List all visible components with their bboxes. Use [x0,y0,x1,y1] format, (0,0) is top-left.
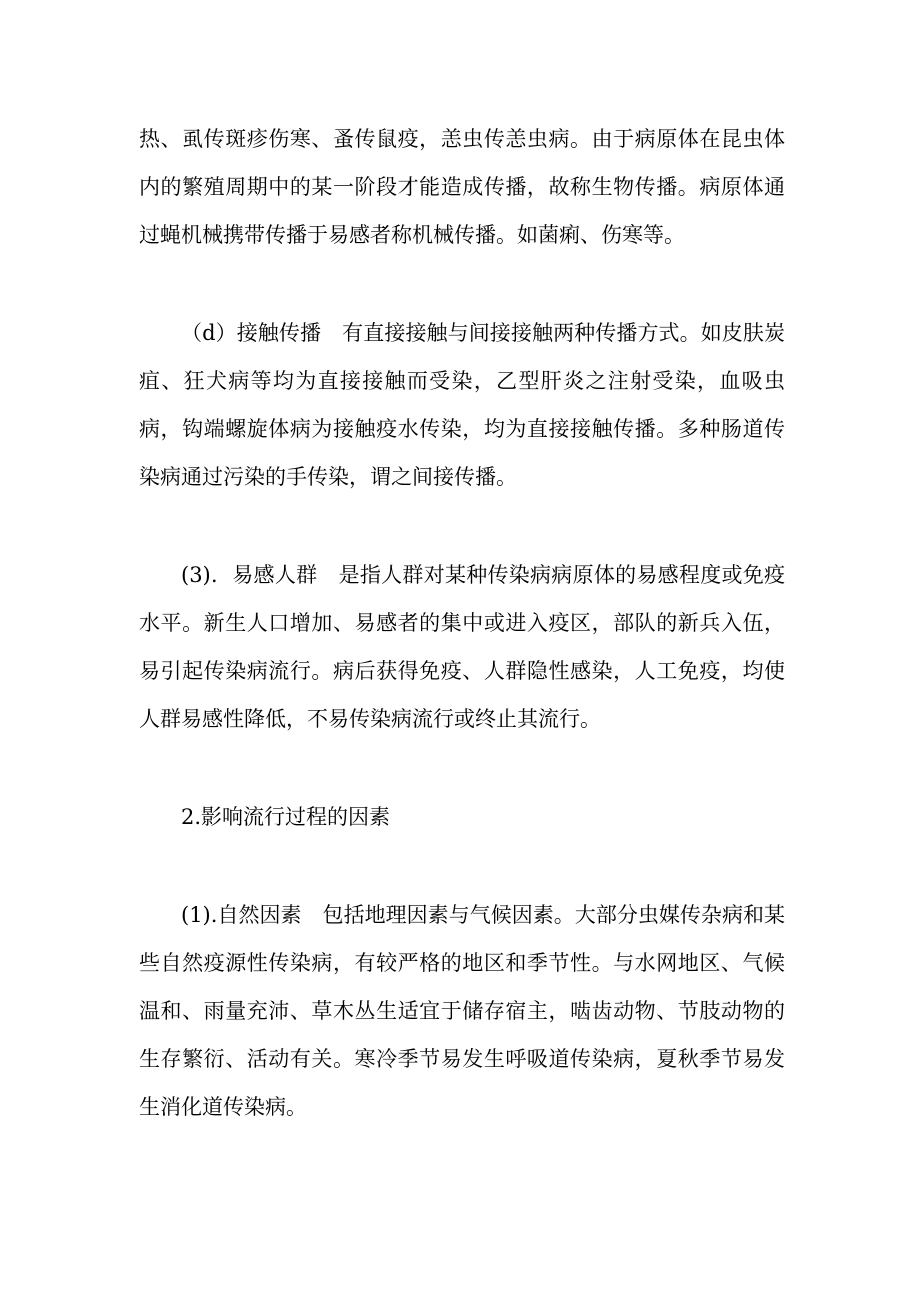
section-heading-influencing-factors: 2.影响流行过程的因素 [181,805,391,829]
paragraph-biological-transmission: 热、虱传斑疹伤寒、蚤传鼠疫，恙虫传恙虫病。由于病原体在昆虫体内的繁殖周期中的某一阶段才能造成传播，故称生物传播。病原体通过蝇机械携带传播于易感者称机械传播。如菌痢、伤寒等。 [139,127,785,247]
paragraph-gap [139,259,785,309]
paragraph-gap [139,501,785,551]
paragraph-gap [139,743,785,793]
paragraph-gap [139,841,785,891]
paragraph-natural-factors: (1).自然因素 包括地理因素与气候因素。大部分虫媒传杂病和某些自然疫源性传染病，有较严格的地区和季节性。与水网地区、气候温和、雨量充沛、草木丛生适宜于储存宿主，啮齿动物、节肢动物的生存繁衍、活动有关。寒冷季节易发生呼吸道传染病，夏秋季节易发生消化道传染病。 [139,903,785,1119]
paragraph-susceptible-population: (3)．易感人群 是指人群对某种传染病病原体的易感程度或免疫水平。新生人口增加、易感者的集中或进入疫区，部队的新兵入伍，易引起传染病流行。病后获得免疫、人群隐性感染，人工免疫，均使人群易感性降低，不易传染病流行或终止其流行。 [139,563,785,731]
document-body [139,115,785,1131]
paragraph-contact-transmission: （d）接触传播 有直接接触与间接接触两种传播方式。如皮肤炭疽、狂犬病等均为直接接触而受染，乙型肝炎之注射受染，血吸虫病，钩端螺旋体病为接触疫水传染，均为直接接触传播。多种肠道传染病通过污染的手传染，谓之间接传播。 [139,321,785,489]
